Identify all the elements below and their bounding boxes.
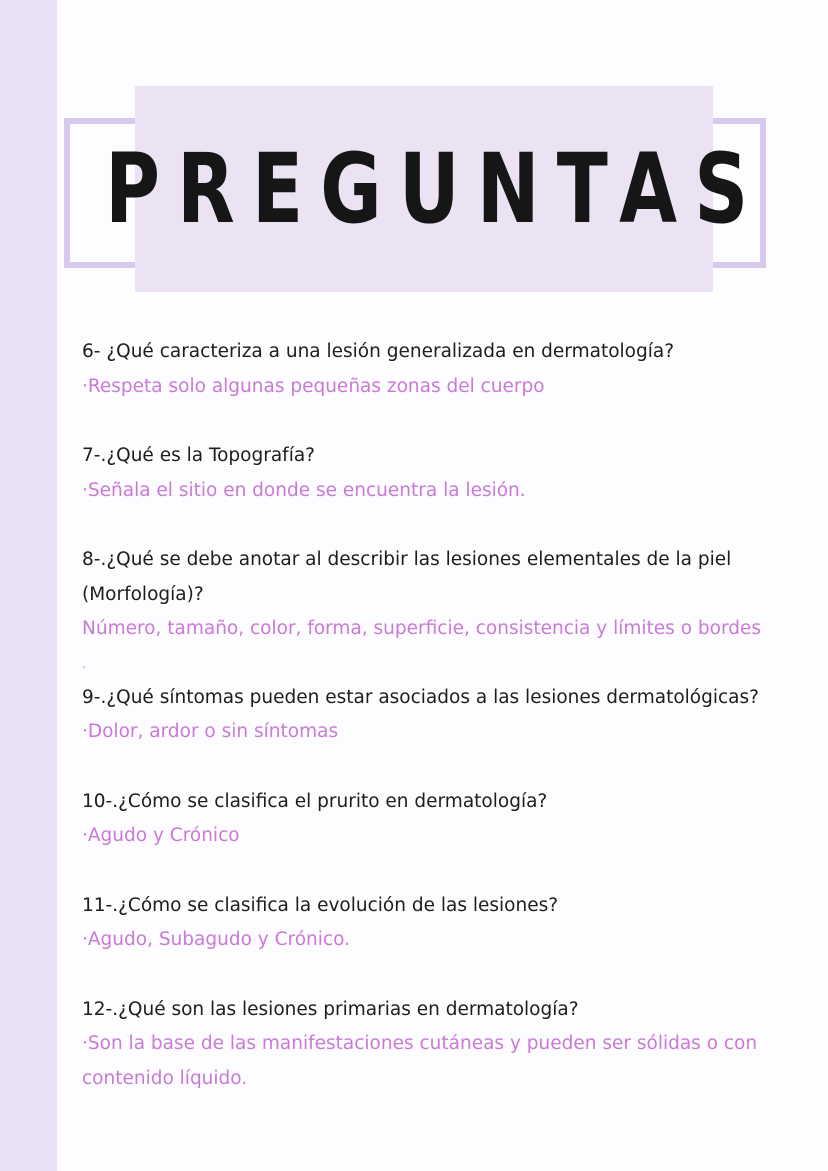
qa-item-6: [82, 335, 782, 404]
answer-9: ·Dolor, ardor o sin síntomas: [82, 721, 339, 742]
answer-8: Número, tamaño, color, forma, superficie, consistencia y límites o bordes: [82, 618, 761, 639]
question-9: 9-.¿Qué síntomas pueden estar asociados a las lesiones dermatológicas?: [82, 686, 759, 708]
answer-10: ·Agudo y Crónico: [82, 825, 240, 846]
answer-7: ·Señala el sitio en donde se encuentra la lesión.: [82, 479, 526, 501]
qa-item-11: [82, 889, 782, 958]
answer-6: ·Respeta solo algunas pequeñas zonas del cuerpo: [82, 375, 545, 397]
qa-item-12: [82, 993, 782, 1097]
qa-item-7: [82, 439, 782, 508]
page-title: PREGUNTAS: [104, 133, 766, 245]
answer-12-line-2: contenido líquido.: [82, 1067, 248, 1089]
question-8-line-2: (Morfología)?: [82, 583, 204, 605]
question-12: 12-.¿Qué son las lesiones primarias en dermatología?: [82, 998, 579, 1020]
title-box: [104, 86, 766, 292]
answer-12-line-1: ·Son la base de las manifestaciones cutáneas y pueden ser sólidas o con: [82, 1033, 758, 1054]
qa-list: [82, 335, 782, 1096]
qa-item-9: [82, 681, 782, 750]
question-6: 6- ¿Qué caracteriza a una lesión generalizada en dermatología?: [82, 341, 675, 362]
question-8-line-1: 8-.¿Qué se debe anotar al describir las lesiones elementales de la piel: [82, 549, 732, 570]
qa-item-10: [82, 785, 782, 854]
question-7: 7-.¿Qué es la Topografía?: [82, 445, 315, 466]
left-decorative-band: [0, 0, 57, 1171]
answer-8-tail: .: [82, 656, 86, 671]
question-11: 11-.¿Cómo se clasifica la evolución de las lesiones?: [82, 894, 559, 916]
qa-item-8: [82, 543, 782, 681]
answer-11: ·Agudo, Subagudo y Crónico.: [82, 929, 350, 950]
question-10: 10-.¿Cómo se clasifica el prurito en dermatología?: [82, 790, 548, 812]
